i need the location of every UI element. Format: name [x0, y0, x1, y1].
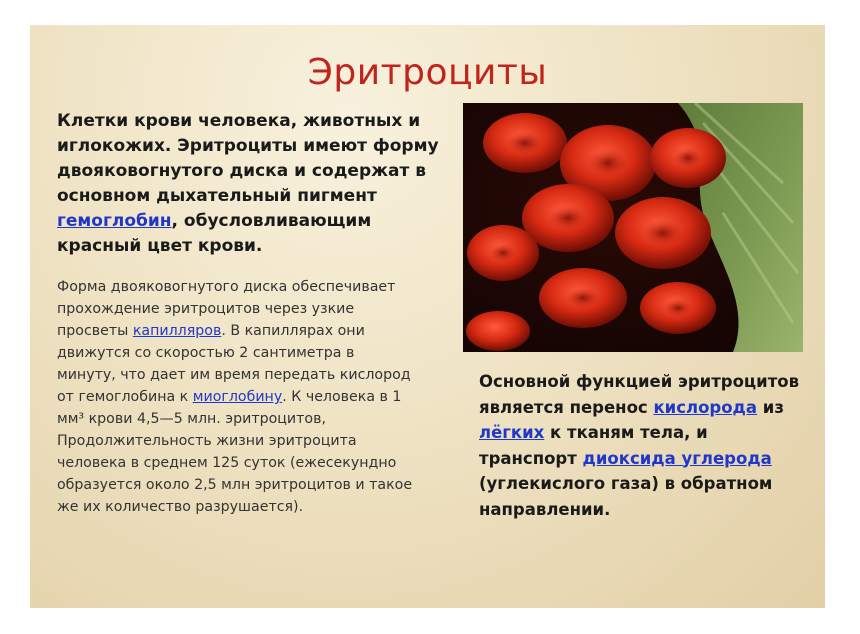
function-text-2: из	[757, 397, 784, 417]
red-blood-cells-photo	[463, 103, 803, 352]
details-text-2: . В капиллярах они движутся со скоростью 2 сантиметра в минуту, что дает им время передать кислород от гемоглобина к	[57, 323, 411, 405]
function-paragraph	[479, 369, 809, 522]
slide-title: Эритроциты	[307, 52, 548, 93]
myoglobin-link[interactable]: миоглобину	[192, 389, 283, 405]
carbon-dioxide-link[interactable]: диоксида углерода	[582, 448, 772, 468]
intro-text-1: Клетки крови человека, животных и иглокожих. Эритроциты имеют форму двояковогнутого диска и содержат в основном дыхательный пигмент	[57, 111, 439, 206]
function-text-3: к тканям тела, и транспорт	[479, 423, 708, 468]
intro-paragraph	[57, 109, 447, 259]
function-text-4: (углекислого газа) в обратном направлении.	[479, 474, 773, 519]
lungs-link[interactable]: лёгких	[479, 423, 545, 442]
slide	[30, 25, 825, 608]
hemoglobin-link[interactable]: гемоглобин	[57, 211, 172, 231]
function-text-1: Основной функцией эритроцитов является перенос	[479, 372, 800, 417]
capillaries-link[interactable]: капилляров	[132, 323, 222, 339]
oxygen-link[interactable]: кислорода	[653, 397, 758, 417]
intro-text-2: , обусловливающим красный цвет крови.	[57, 211, 372, 256]
details-text-3: . К человека в 1 мм³ крови 4,5—5 млн. эритроцитов, Продолжительность жизни эритроцита человека в среднем 125 суток (ежесекундно образуется около 2,5 млн эритроцитов и такое же их количество разрушается).	[57, 389, 413, 515]
details-paragraph	[57, 276, 417, 518]
details-text-1: Форма двояковогнутого диска обеспечивает прохождение эритроцитов через узкие просветы	[57, 279, 396, 339]
